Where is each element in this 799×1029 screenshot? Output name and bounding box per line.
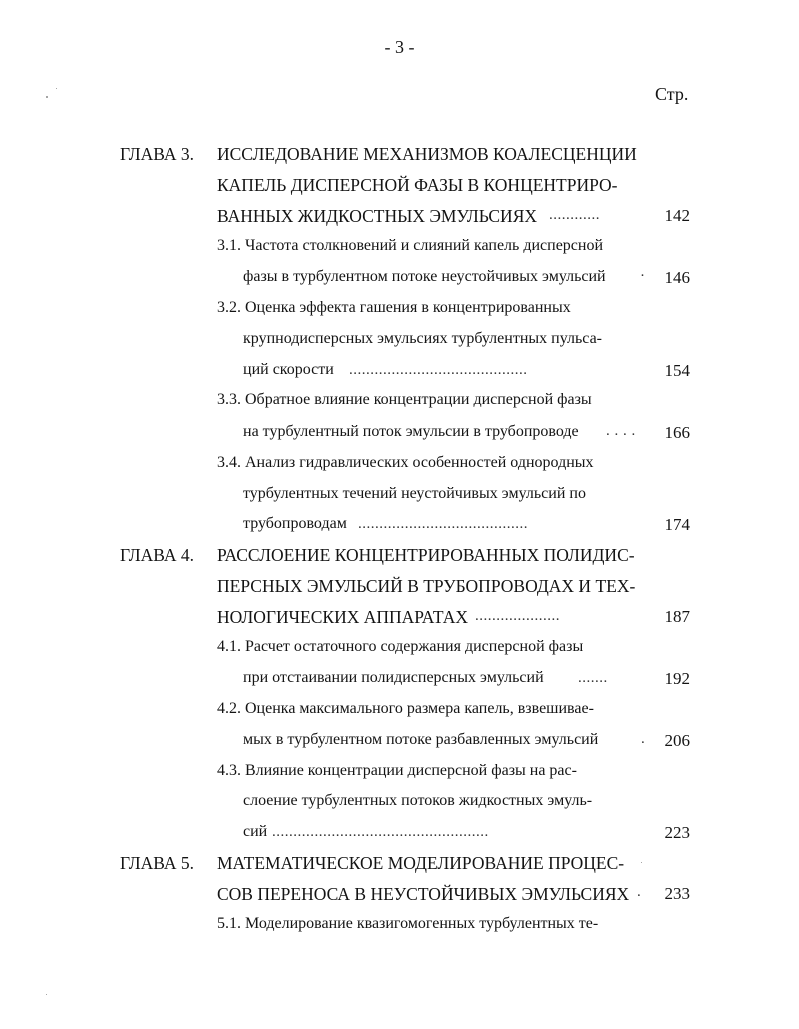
page-number: - 3 - — [384, 37, 415, 57]
leader-dots: ........................................ — [358, 516, 528, 532]
section-title-line: 4.3. Влияние концентрации дисперсной фазы на рас- — [217, 762, 577, 779]
page-ref: 206 — [664, 731, 690, 750]
leader-dots: . . . . — [606, 423, 636, 439]
chapter-title-line: ИССЛЕДОВАНИЕ МЕХАНИЗМОВ КОАЛЕСЦЕНЦИИ — [217, 144, 637, 164]
chapter-title-line: ПЕРСНЫХ ЭМУЛЬСИЙ В ТРУБОПРОВОДАХ И ТЕХ- — [217, 576, 636, 596]
chapter-title-line: СОВ ПЕРЕНОСА В НЕУСТОЙЧИВЫХ ЭМУЛЬСИЯХ — [217, 884, 630, 904]
chapter-title-line: НОЛОГИЧЕСКИХ АППАРАТАХ — [217, 607, 468, 627]
page-ref: 187 — [664, 607, 690, 626]
chapter-label: ГЛАВА 4. — [120, 545, 195, 565]
scan-speck — [641, 862, 642, 863]
chapter-title-line: МАТЕМАТИЧЕСКОЕ МОДЕЛИРОВАНИЕ ПРОЦЕС- — [217, 853, 625, 873]
section-title-line: слоение турбулентных потоков жидкостных эмуль- — [243, 792, 593, 809]
section-title-line: мых в турбулентном потоке разбавленных эмульсий — [243, 731, 599, 748]
leader-dots: · — [640, 268, 646, 284]
page-column-label: Стр. — [655, 84, 689, 104]
scan-speck — [46, 96, 48, 98]
chapter-title-line: КАПЕЛЬ ДИСПЕРСНОЙ ФАЗЫ В КОНЦЕНТРИРО- — [217, 175, 618, 195]
chapter-label: ГЛАВА 3. — [120, 144, 195, 164]
section-title-line: турбулентных течений неустойчивых эмульсий по — [243, 485, 586, 502]
leader-dots: .................... — [475, 608, 560, 624]
page-ref: 192 — [664, 669, 690, 688]
section-title-line: ций скорости — [243, 361, 334, 378]
page-ref: 154 — [664, 361, 690, 380]
page-ref: 146 — [664, 268, 690, 287]
section-title-line: 3.3. Обратное влияние концентрации дисперсной фазы — [217, 391, 592, 408]
chapter-title-line: ВАННЫХ ЖИДКОСТНЫХ ЭМУЛЬСИЯХ — [217, 206, 538, 226]
section-title-line: при отстаивании полидисперсных эмульсий — [243, 669, 544, 686]
section-title-line: трубопроводам — [243, 515, 347, 532]
section-title-line: 5.1. Моделирование квазигомогенных турбулентных те- — [217, 915, 599, 932]
section-title-line: 4.2. Оценка максимального размера капель, взвешивае- — [217, 700, 594, 717]
section-title-line: 4.1. Расчет остаточного содержания дисперсной фазы — [217, 638, 584, 655]
leader-dots: ................................................... — [272, 824, 489, 840]
section-title-line: сий — [243, 823, 268, 840]
page-ref: 142 — [664, 206, 690, 225]
leader-dots: ....... — [578, 670, 608, 686]
section-title-line: 3.1. Частота столкновений и слияний капель дисперсной — [217, 237, 604, 254]
chapter-title-line: РАССЛОЕНИЕ КОНЦЕНТРИРОВАННЫХ ПОЛИДИС- — [217, 545, 635, 565]
page-ref: 223 — [664, 823, 690, 842]
leader-dots: .......................................... — [349, 362, 528, 378]
section-title-line: крупнодисперсных эмульсиях турбулентных пульса- — [243, 330, 602, 347]
section-title-line: фазы в турбулентном потоке неустойчивых эмульсий — [243, 268, 606, 285]
leader-dots: . — [637, 884, 642, 900]
page-ref: 233 — [664, 884, 690, 903]
leader-dots: ............ — [549, 207, 600, 223]
page-ref: 166 — [664, 423, 690, 442]
section-title-line: 3.4. Анализ гидравлических особенностей однородных — [217, 454, 594, 471]
chapter-label: ГЛАВА 5. — [120, 853, 195, 873]
scan-speck — [46, 994, 47, 995]
scan-speck — [56, 88, 57, 89]
page-ref: 174 — [664, 515, 690, 534]
leader-dots: . — [641, 731, 646, 747]
section-title-line: на турбулентный поток эмульсии в трубопроводе — [243, 423, 579, 440]
section-title-line: 3.2. Оценка эффекта гашения в концентрированных — [217, 299, 571, 316]
